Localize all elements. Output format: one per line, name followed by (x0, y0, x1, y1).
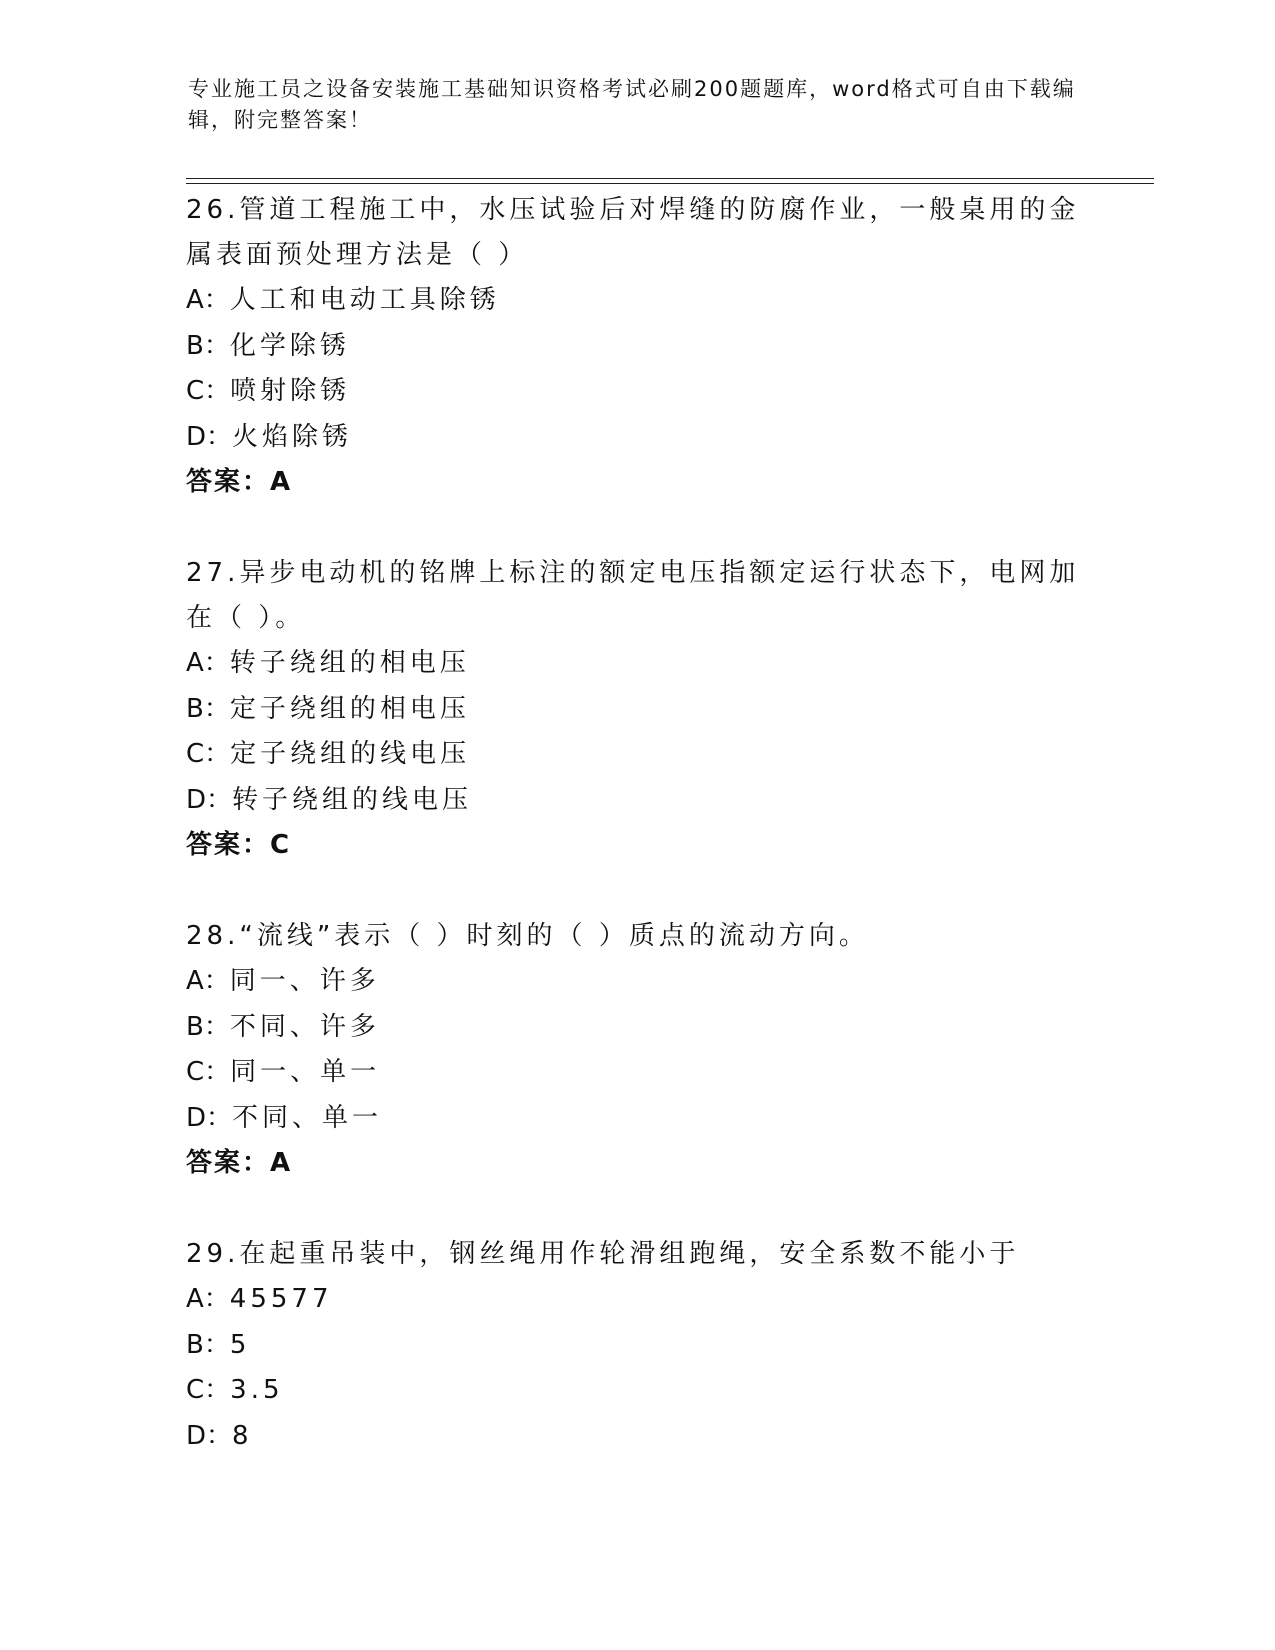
option-d (186, 1414, 1086, 1460)
option-text: 定子绕组的线电压 (230, 739, 471, 769)
option-text: 转子绕组的相电压 (229, 648, 470, 678)
option-a (186, 641, 1086, 687)
header-rule-bottom (186, 183, 1154, 184)
option-text: 不同、单一 (232, 1102, 383, 1133)
option-c (186, 1368, 1086, 1414)
option-b (186, 1005, 1086, 1051)
option-c (186, 369, 1086, 415)
option-b (186, 1323, 1086, 1369)
answer-label: 答案： (186, 1148, 271, 1178)
option-b (186, 687, 1086, 733)
option-key: D： (186, 1102, 233, 1133)
option-text: 喷射除锈 (230, 376, 351, 406)
option-b (186, 324, 1086, 370)
option-text: 5 (229, 1329, 251, 1360)
option-text: 同一、单一 (230, 1057, 381, 1087)
option-key: B： (186, 330, 230, 361)
option-text: 同一、许多 (229, 966, 380, 996)
option-text: 8 (232, 1420, 253, 1451)
option-text: 转子绕组的线电压 (232, 784, 473, 815)
question-29 (186, 1232, 1086, 1459)
option-c (186, 732, 1086, 778)
option-key: C： (186, 1057, 231, 1087)
option-d (186, 415, 1086, 461)
option-key: D： (186, 421, 233, 452)
answer-label: 答案： (186, 830, 271, 860)
option-d (186, 778, 1086, 824)
question-stem: 29.在起重吊装中，钢丝绳用作轮滑组跑绳，安全系数不能小于 (186, 1239, 1020, 1269)
option-key: D： (186, 1420, 233, 1451)
header-rule-top (186, 178, 1154, 179)
option-key: A： (186, 648, 230, 678)
option-key: A： (186, 966, 230, 996)
question-stem: 28.“流线”表示（ ）时刻的（ ）质点的流动方向。 (186, 921, 869, 951)
answer-line (186, 1141, 1086, 1186)
option-key: D： (186, 784, 233, 815)
question-stem: 27.异步电动机的铭牌上标注的额定电压指额定运行状态下，电网加在（ ）。 (186, 558, 1080, 633)
option-text: 45577 (229, 1284, 333, 1314)
question-list (186, 188, 1086, 1505)
question-stem: 26.管道工程施工中，水压试验后对焊缝的防腐作业，一般桌用的金属表面预处理方法是（ ） (186, 195, 1080, 270)
option-key: B： (186, 693, 230, 724)
option-d (186, 1096, 1086, 1142)
option-key: A： (186, 285, 230, 315)
option-a (186, 959, 1086, 1005)
option-text: 定子绕组的相电压 (229, 693, 470, 724)
answer-label: 答案： (186, 467, 271, 497)
question-26 (186, 188, 1086, 505)
option-key: A： (186, 1284, 230, 1314)
option-text: 火焰除锈 (232, 421, 353, 452)
answer-value: A (270, 1148, 291, 1178)
option-text: 人工和电动工具除锈 (229, 285, 500, 315)
answer-line (186, 460, 1086, 505)
option-key: C： (186, 1375, 231, 1405)
option-c (186, 1050, 1086, 1096)
option-key: B： (186, 1329, 230, 1360)
option-key: C： (186, 376, 231, 406)
answer-line (186, 823, 1086, 868)
question-27 (186, 551, 1086, 868)
option-a (186, 278, 1086, 324)
option-key: B： (186, 1011, 230, 1042)
option-a (186, 1277, 1086, 1323)
option-key: C： (186, 739, 231, 769)
answer-value: A (270, 467, 291, 497)
option-text: 化学除锈 (229, 330, 350, 361)
answer-value: C (270, 830, 290, 860)
question-28 (186, 914, 1086, 1186)
option-text: 3.5 (230, 1375, 284, 1405)
option-text: 不同、许多 (229, 1011, 380, 1042)
document-header: 专业施工员之设备安装施工基础知识资格考试必刷200题题库，word格式可自由下载编辑，附完整答案！ (188, 77, 1076, 132)
